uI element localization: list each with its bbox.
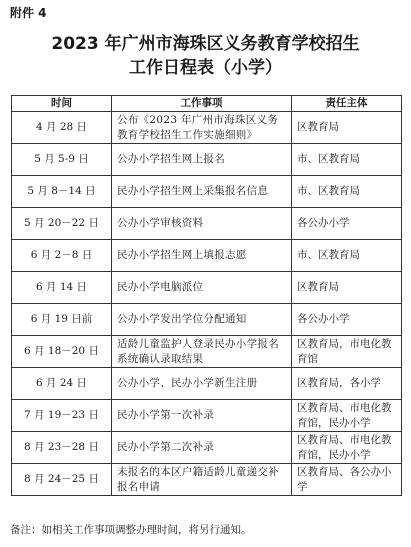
- task-cell: 公办小学招生网上报名: [112, 144, 292, 176]
- owner-cell: 区教育局，各小学: [292, 368, 402, 400]
- table-row: [12, 368, 402, 400]
- task-cell: 公办小学、民办小学新生注册: [112, 368, 292, 400]
- task-cell: 未报名的本区户籍适龄儿童递交补报名申请: [112, 464, 292, 496]
- owner-cell: 市、区教育局: [292, 144, 402, 176]
- owner-cell: 各公办小学: [292, 208, 402, 240]
- document-title-line2: 工作日程表（小学）: [129, 58, 282, 78]
- column-header-time: 时间: [12, 96, 112, 112]
- table-row: [12, 336, 402, 368]
- table-row: [12, 240, 402, 272]
- time-cell: 6 月 19 日前: [12, 304, 112, 336]
- time-cell: 6 月 2－8 日: [12, 240, 112, 272]
- task-cell: 民办小学第二次补录: [112, 432, 292, 464]
- task-cell: 民办小学电脑派位: [112, 272, 292, 304]
- table-row: [12, 176, 402, 208]
- table-row: [12, 304, 402, 336]
- column-header-task: 工作事项: [112, 96, 292, 112]
- time-cell: 5 月 20－22 日: [12, 208, 112, 240]
- table-row: [12, 432, 402, 464]
- task-cell: 公办小学发出学位分配通知: [112, 304, 292, 336]
- table-row: [12, 272, 402, 304]
- table-row: [12, 464, 402, 496]
- table-row: [12, 112, 402, 144]
- owner-cell: 区教育局、市电化教育馆，民办小学: [292, 432, 402, 464]
- task-cell: 民办小学招生网上填报志愿: [112, 240, 292, 272]
- time-cell: 5 月 5-9 日: [12, 144, 112, 176]
- time-cell: 6 月 18－20 日: [12, 336, 112, 368]
- column-header-owner: 责任主体: [292, 96, 402, 112]
- document-title-line1: 2023 年广州市海珠区义务教育学校招生: [51, 34, 360, 54]
- task-cell: 民办小学招生网上采集报名信息: [112, 176, 292, 208]
- attachment-label: 附件 4: [10, 6, 47, 20]
- time-cell: 8 月 23－28 日: [12, 432, 112, 464]
- time-cell: 4 月 28 日: [12, 112, 112, 144]
- table-row: [12, 144, 402, 176]
- time-cell: 6 月 14 日: [12, 272, 112, 304]
- owner-cell: 市、区教育局: [292, 240, 402, 272]
- owner-cell: 区教育局，市电化教育馆: [292, 336, 402, 368]
- footnote: 备注：如相关工作事项调整办理时间，将另行通知。: [10, 524, 252, 536]
- table-row: [12, 400, 402, 432]
- owner-cell: 区教育局、各公办小学: [292, 464, 402, 496]
- table-header-row: [12, 96, 402, 112]
- time-cell: 5 月 8－14 日: [12, 176, 112, 208]
- owner-cell: 各公办小学: [292, 304, 402, 336]
- table-row: [12, 208, 402, 240]
- owner-cell: 区教育局、市电化教育馆，民办小学: [292, 400, 402, 432]
- time-cell: 8 月 24－25 日: [12, 464, 112, 496]
- owner-cell: 区教育局: [292, 272, 402, 304]
- task-cell: 民办小学第一次补录: [112, 400, 292, 432]
- task-cell: 公布《2023 年广州市海珠区义务教育学校招生工作实施细则》: [112, 112, 292, 144]
- time-cell: 6 月 24 日: [12, 368, 112, 400]
- task-cell: 适龄儿童监护人登录民办小学报名系统确认录取结果: [112, 336, 292, 368]
- schedule-table: [11, 95, 402, 496]
- time-cell: 7 月 19－23 日: [12, 400, 112, 432]
- task-cell: 公办小学审核资料: [112, 208, 292, 240]
- owner-cell: 市、区教育局: [292, 176, 402, 208]
- owner-cell: 区教育局: [292, 112, 402, 144]
